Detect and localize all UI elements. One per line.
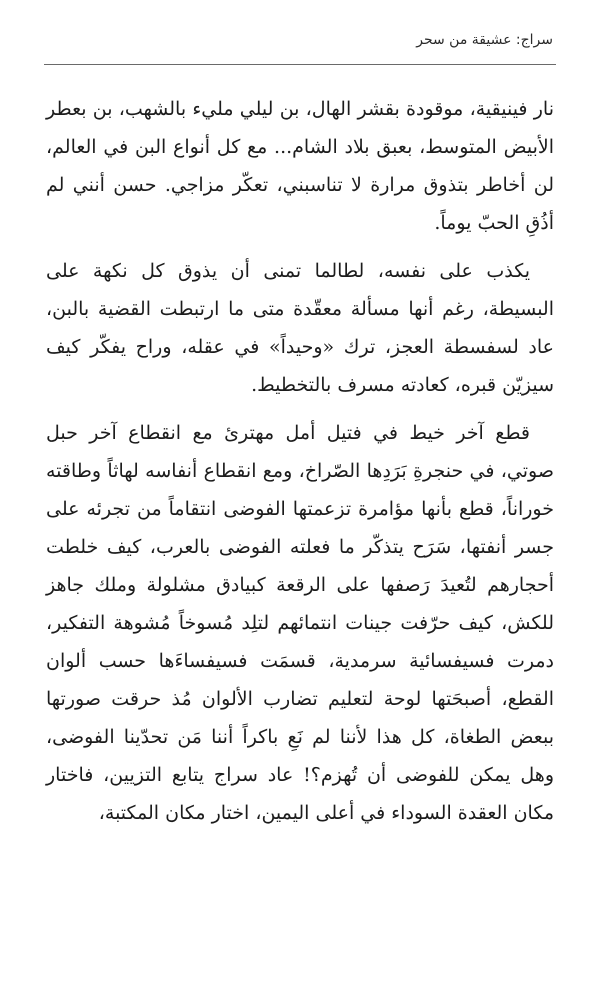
paragraph: نار فينيقية، موقودة بقشر الهال، بن ليلي مليء بالشهب، بن بعطر الأبيض المتوسط، بعبق بلاد الشام... مع كل أنواع البن في العالم، لن أخاطر بتذوق مرارة لا تناسبني، تعكّر مزاجي. حسن أنني لم أذُقِ الحبّ يوماً. [46,98,554,234]
running-header: سراج: عشيقة من سحر [416,32,553,48]
paragraph: يكذب على نفسه، لطالما تمنى أن يذوق كل نكهة على البسيطة، رغم أنها مسألة معقّدة متى ما ارتبطت القضية بالبن، عاد لسفسطة العجز، ترك «وحيداً» في عقله، وراح يفكّر كيف سيزيّن قبره، كعادته مسرف بالتخطيط. [46,260,554,396]
paragraph: قطع آخر خيط في فتيل أمل مهترئ مع انقطاع آخر حبل صوتي، في حنجرةِ بَرَدِها الصّراخ، ومع انقطاع أنفاسه لهاثاً وطاقته خوراناً، قطع بأنها مؤامرة تزعمتها الفوضى انتقاماً من تجرئه على جسر أنفتها، سَرَح يتذكّر ما فعلته الفوضى بالعرب، كيف خلطت أحجارهم لتُعيدَ رَصفها على الرقعة كبيادق مشلولة وملك جاهز للكش، كيف حرّفت جينات انتمائهم لتلِد مُسوخاً مُشوهة التفكير، دمرت فسيفسائية سرمدية، قسمَت فسيفساءَها حسب ألوان القطع، أصبحَتها لوحة لتعليم تضارب الألوان مُذ حرقت صورتها ببعض الطغاة، كل هذا لأننا لم نَعِ باكراً أننا مَن تحدّينا الفوضى، وهل يمكن للفوضى أن تُهزم؟! عاد سراج يتابع التزيين، فاختار مكان العقدة السوداء في أعلى اليمين، اختار مكان المكتبة، [46,422,554,824]
header-rule [44,64,556,65]
page-body [46,90,554,842]
